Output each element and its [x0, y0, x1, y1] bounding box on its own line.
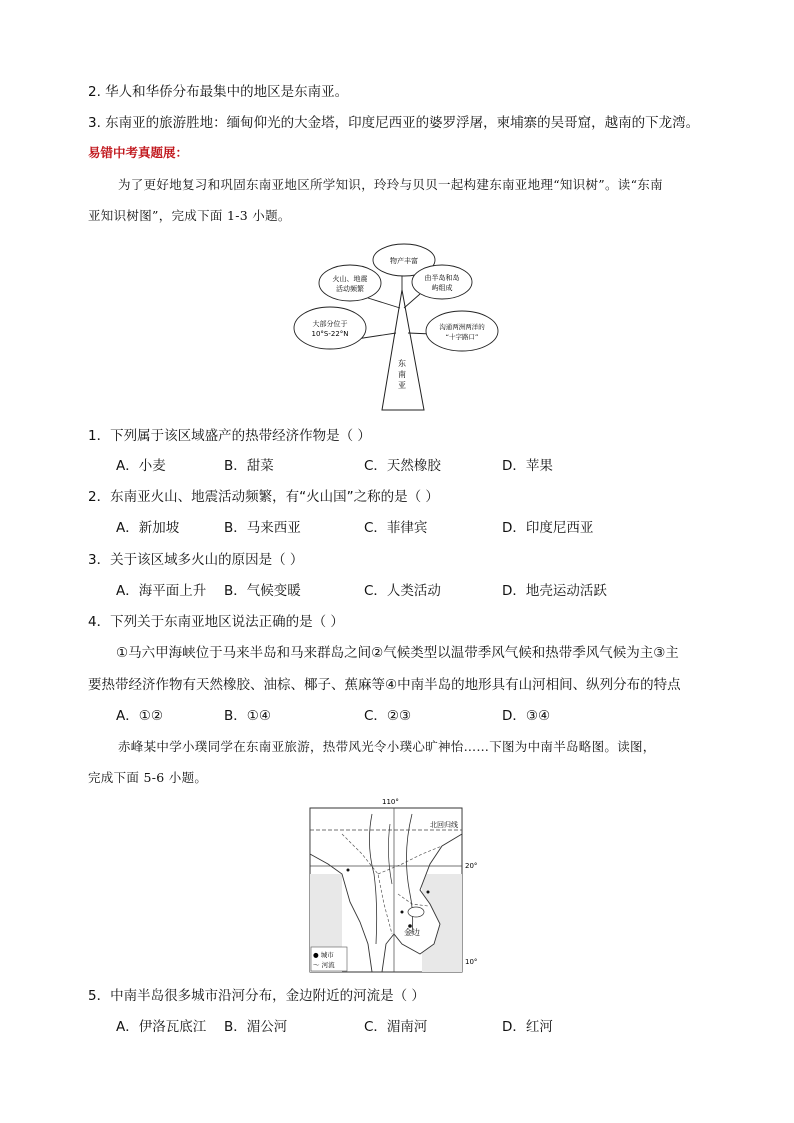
- question-1-stem: 1．下列属于该区域盛产的热带经济作物是（ ）: [88, 428, 371, 444]
- leaf-top-text: 物产丰富: [390, 257, 418, 265]
- leaf-upper-right: [412, 265, 472, 299]
- intro2-line1: 赤峰某中学小璞同学在东南亚旅游，热带风光令小璞心旷神怡……下图为中南半岛略图。读图，: [118, 739, 656, 754]
- legend-city: ● 城市: [313, 951, 334, 959]
- q5-option-c[interactable]: C．湄南河: [364, 1019, 428, 1035]
- q1-option-b[interactable]: B．甜菜: [224, 458, 274, 474]
- q3-option-a[interactable]: A．海平面上升: [116, 583, 207, 599]
- leaf-ll-text1: 大部分位于: [312, 320, 348, 328]
- q4-option-d[interactable]: D．③④: [502, 708, 551, 724]
- question-3-stem: 3．关于该区域多火山的原因是（ ）: [88, 552, 304, 568]
- q1-option-c[interactable]: C．天然橡胶: [364, 458, 441, 474]
- intro1-line1: 为了更好地复习和巩固东南亚地区所学知识，玲玲与贝贝一起构建东南亚地理“知识树”。读“东南: [118, 177, 663, 192]
- map-lat10-label: 10°: [465, 958, 478, 966]
- q3-option-c[interactable]: C．人类活动: [364, 583, 441, 599]
- q4-option-a[interactable]: A．①②: [116, 708, 163, 724]
- leaf-ul-text2: 活动频繁: [336, 285, 364, 293]
- q2-option-d[interactable]: D．印度尼西亚: [502, 520, 594, 536]
- leaf-ur-text1: 由半岛和岛: [424, 274, 460, 282]
- legend-river: ～ 河流: [313, 961, 335, 969]
- leaf-lr-text2: “十字路口”: [445, 333, 479, 341]
- section-title: 易错中考真题展：: [88, 145, 189, 160]
- knowledge-tree-figure: [290, 238, 500, 417]
- q4-option-c[interactable]: C．②③: [364, 708, 412, 724]
- leaf-ur-text2: 屿组成: [431, 284, 453, 292]
- map-lat20-label: 20°: [465, 862, 478, 870]
- question-4-stem: 4．下列关于东南亚地区说法正确的是（ ）: [88, 614, 344, 630]
- leaf-ll-text2: 10°S-22°N: [311, 330, 349, 338]
- question-4-body-line1: ①马六甲海峡位于马来半岛和马来群岛之间②气候类型以温带季风气候和热带季风气候为主③主: [116, 645, 679, 661]
- q2-option-b[interactable]: B．马来西亚: [224, 520, 301, 536]
- leaf-lower-right: [426, 311, 498, 351]
- map-lon-label: 110°: [382, 798, 399, 806]
- q3-option-b[interactable]: B．气候变暖: [224, 583, 301, 599]
- note-2: 2. 华人和华侨分布最集中的地区是东南亚。: [88, 84, 349, 100]
- q4-option-b[interactable]: B．①④: [224, 708, 271, 724]
- question-4-body-line2: 要热带经济作物有天然橡胶、油棕、椰子、蕉麻等④中南半岛的地形具有山河相间、纵列分布的特点: [88, 677, 681, 693]
- q5-option-b[interactable]: B．湄公河: [224, 1019, 288, 1035]
- intro1-line2: 亚知识树图”，完成下面 1-3 小题。: [88, 208, 291, 223]
- q1-option-a[interactable]: A．小麦: [116, 458, 166, 474]
- leaf-upper-left: [319, 265, 381, 301]
- trunk-char-1: 东: [398, 359, 406, 368]
- trunk-char-2: 南: [398, 370, 406, 379]
- q2-option-a[interactable]: A．新加坡: [116, 520, 180, 536]
- note-3: 3. 东南亚的旅游胜地：缅甸仰光的大金塔，印度尼西亚的婆罗浮屠，柬埔寨的吴哥窟，越南的下龙湾。: [88, 115, 700, 131]
- q3-option-d[interactable]: D．地壳运动活跃: [502, 583, 607, 599]
- leaf-ul-text1: 火山、地震: [332, 275, 368, 283]
- q5-option-d[interactable]: D．红河: [502, 1019, 553, 1035]
- indochina-map-figure: [302, 794, 492, 982]
- trunk-char-3: 亚: [398, 381, 406, 390]
- q5-option-a[interactable]: A．伊洛瓦底江: [116, 1019, 207, 1035]
- q2-option-c[interactable]: C．菲律宾: [364, 520, 428, 536]
- q1-option-d[interactable]: D．苹果: [502, 458, 553, 474]
- map-tropic-label: 北回归线: [430, 821, 458, 829]
- question-2-stem: 2．东南亚火山、地震活动频繁，有“火山国”之称的是（ ）: [88, 489, 439, 505]
- question-5-stem: 5．中南半岛很多城市沿河分布，金边附近的河流是（ ）: [88, 988, 425, 1004]
- intro2-line2: 完成下面 5-6 小题。: [88, 770, 208, 785]
- leaf-lower-left: [294, 307, 366, 349]
- map-city-label: 金边: [404, 928, 420, 937]
- leaf-lr-text1: 沟通两洲两洋的: [439, 323, 485, 331]
